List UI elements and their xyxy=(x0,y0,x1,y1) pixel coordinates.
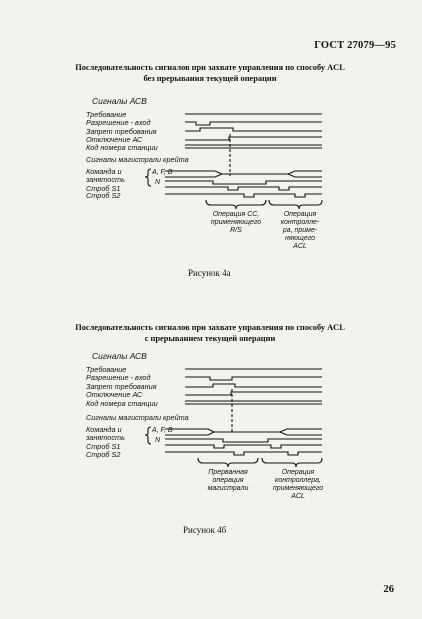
waveform-b-s2 xyxy=(165,452,322,455)
bus-b-signal1: Команда и xyxy=(86,425,122,434)
bus-a-afb: A, F, B xyxy=(152,169,173,176)
waveform-b-afb-top xyxy=(165,429,322,432)
bracket-a-1 xyxy=(206,200,266,209)
caption-b-line2: с прерыванием текущей операции xyxy=(144,334,276,343)
signal-a-request: Требование xyxy=(86,110,127,119)
annotation-a2-line2: контролле- xyxy=(280,219,320,226)
bracket-b-1 xyxy=(198,458,258,467)
strobe-a-s2: Строб S2 xyxy=(86,191,121,200)
waveform-a-n xyxy=(165,181,322,184)
waveform-b-s1 xyxy=(165,445,322,448)
annotation-b1-line3: магистрали xyxy=(207,485,249,492)
strobe-b-s2: Строб S2 xyxy=(86,450,121,459)
annotation-a2-line4: няющего xyxy=(285,235,315,242)
bus-a-signal1: Команда и xyxy=(86,167,122,176)
annotation-a2-line1: Операция xyxy=(283,211,317,218)
signal-a-inhibit: Запрет требования xyxy=(86,127,157,136)
annotation-b2-line4: ACL xyxy=(291,493,305,500)
caption-a-line2: без прерывания текущей операции xyxy=(143,74,277,83)
bus-b-title: Сигналы магистрали крейта xyxy=(86,413,189,422)
waveform-b-disable xyxy=(185,392,322,395)
waveform-a-s2 xyxy=(165,194,322,197)
waveform-a-inhibit xyxy=(185,128,322,131)
annotation-a1-line3: R/S xyxy=(230,227,242,234)
signal-b-request: Требование xyxy=(86,365,127,374)
signal-a-grant: Разрешение - вход xyxy=(86,118,151,127)
annotation-b2-line2: контроллера, xyxy=(275,477,321,484)
standard-header: ГОСТ 27079—95 xyxy=(314,40,396,51)
waveform-a-grant xyxy=(185,122,322,125)
annotation-a2-line5: ACL xyxy=(293,243,307,250)
waveform-a-afb-bottom xyxy=(165,174,222,177)
figure-b-caption: Рисунок 4б xyxy=(183,525,227,535)
signal-b-disable: Отключение АС xyxy=(86,390,143,399)
bus-a-title: Сигналы магистрали крейта xyxy=(86,155,189,164)
waveform-a-afb-top xyxy=(165,171,322,174)
diagram-b-title: Сигналы АСВ xyxy=(92,351,147,361)
waveform-b-n xyxy=(165,439,322,442)
signal-b-grant: Разрешение - вход xyxy=(86,373,151,382)
page-number: 26 xyxy=(383,584,394,595)
figure-a-caption: Рисунок 4а xyxy=(188,268,231,278)
strobe-a-s1: Строб S1 xyxy=(86,184,121,193)
signal-a-code: Код номера станции xyxy=(86,143,158,152)
waveform-a-disable xyxy=(185,137,322,140)
bus-b-signal2: занятость xyxy=(86,433,125,442)
waveform-b-grant xyxy=(185,377,322,380)
bracket-a-2 xyxy=(269,200,322,209)
bus-b-afb: A, F, B xyxy=(152,427,173,434)
annotation-a1-line1: Операция СС, xyxy=(212,211,260,218)
annotation-a2-line3: ра, приме- xyxy=(282,227,318,234)
bus-b-n: N xyxy=(155,437,161,444)
annotation-b2-line3: применяющего xyxy=(272,485,324,492)
annotation-a1-line2: применяющего xyxy=(210,219,262,226)
bus-a-n: N xyxy=(155,179,161,186)
waveform-b-inhibit xyxy=(185,384,322,387)
waveform-a-s1 xyxy=(165,187,322,190)
signal-b-code: Код номера станции xyxy=(86,399,158,408)
diagram-a-title: Сигналы АСВ xyxy=(92,96,147,106)
signal-a-disable: Отключение АС xyxy=(86,135,143,144)
brace-b xyxy=(145,427,151,444)
caption-b-line1: Последовательность сигналов при захвате управления по способу ACL xyxy=(75,323,345,332)
bus-a-signal2: занятость xyxy=(86,175,125,184)
annotation-b1-line1: Прерванная xyxy=(208,469,248,476)
brace-a xyxy=(145,169,151,186)
annotation-b2-line1: Операция xyxy=(281,469,315,476)
signal-b-inhibit: Запрет требования xyxy=(86,382,157,391)
annotation-b1-line2: операция xyxy=(212,477,244,484)
bracket-b-2 xyxy=(262,458,322,467)
caption-a-line1: Последовательность сигналов при захвате управления по способу ACL xyxy=(75,63,345,72)
strobe-b-s1: Строб S1 xyxy=(86,442,121,451)
